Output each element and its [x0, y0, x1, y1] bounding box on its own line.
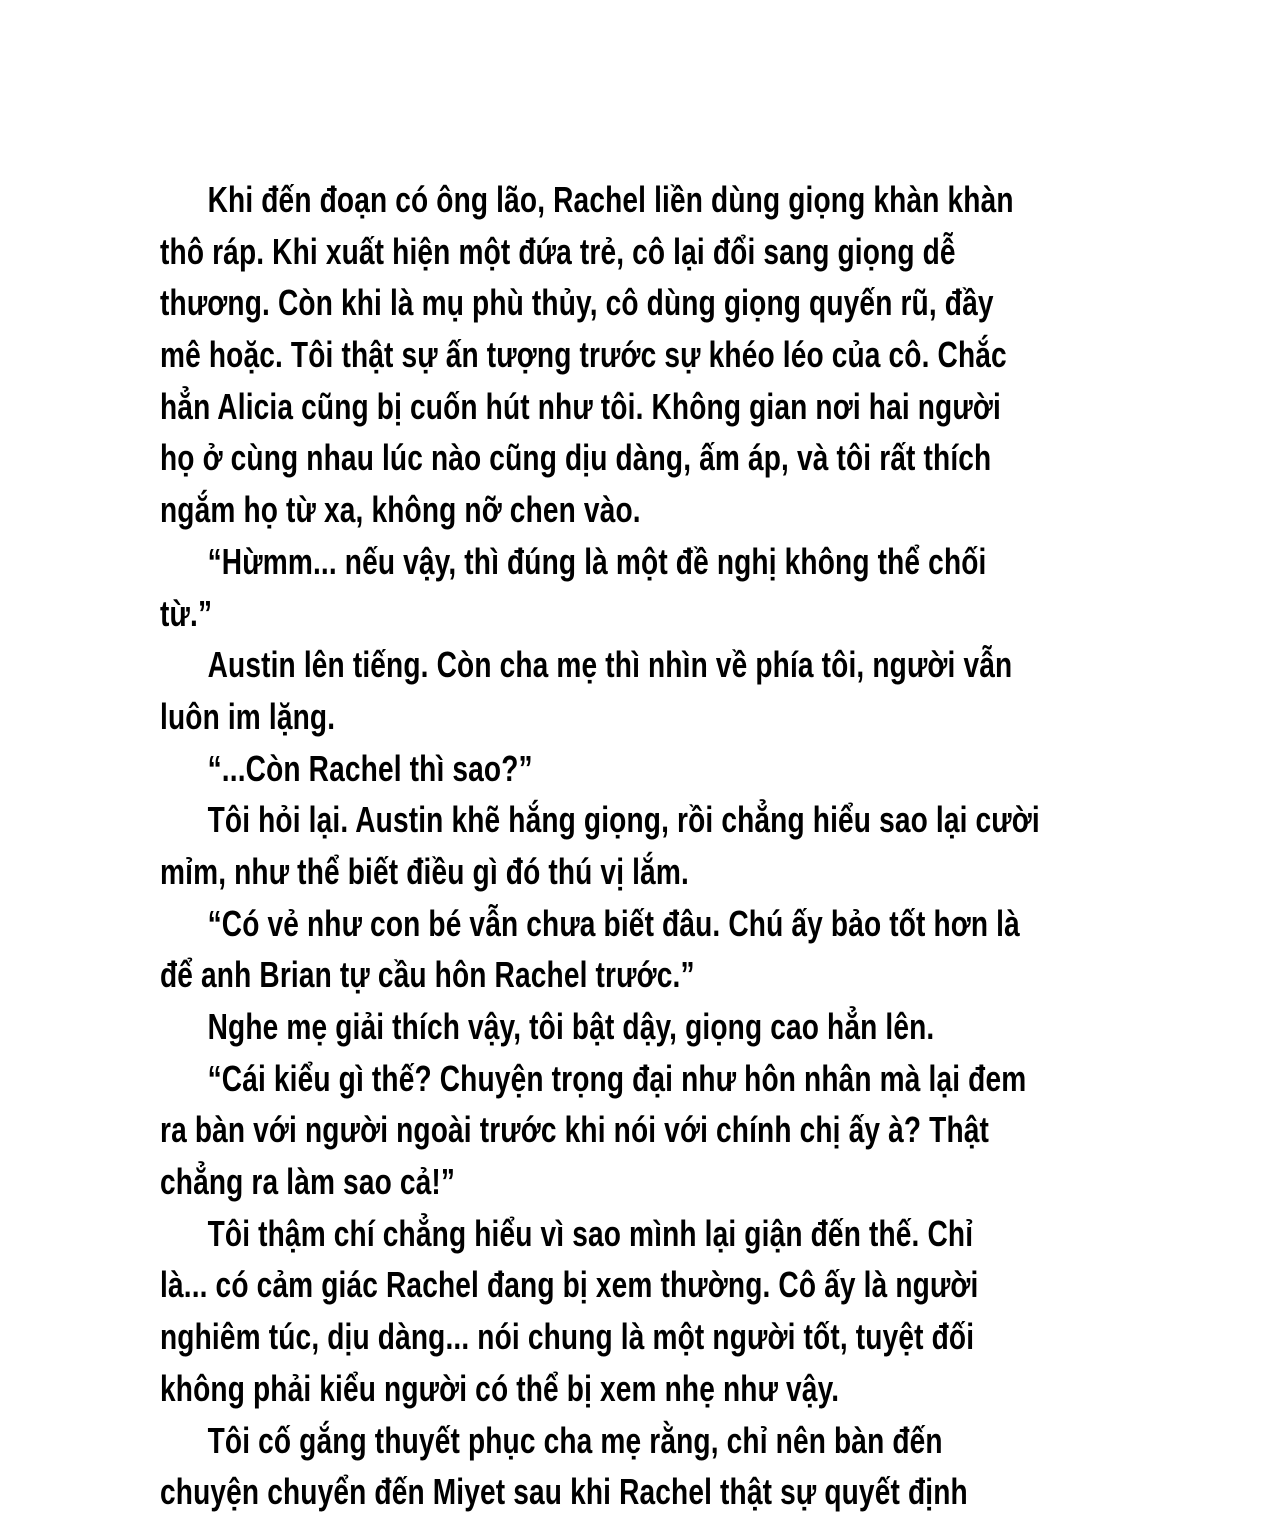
text-line: Nghe mẹ giải thích vậy, tôi bật dậy, giọng cao hẳn lên.	[207, 1006, 935, 1047]
text-line: thô ráp. Khi xuất hiện một đứa trẻ, cô lại đổi sang giọng dễ	[160, 230, 956, 272]
text-line: ngắm họ từ xa, không nỡ chen vào.	[160, 489, 641, 531]
text-line: nghiêm túc, dịu dàng... nói chung là một người tốt, tuyệt đối	[160, 1316, 975, 1358]
text-line: chẳng ra làm sao cả!”	[160, 1161, 456, 1203]
text-line: để anh Brian tự cầu hôn Rachel trước.”	[160, 954, 695, 996]
text-line: không phải kiểu người có thể bị xem nhẹ như vậy.	[160, 1367, 840, 1409]
text-line: họ ở cùng nhau lúc nào cũng dịu dàng, ấm áp, và tôi rất thích	[160, 437, 992, 479]
text-line: mỉm, như thể biết điều gì đó thú vị lắm.	[160, 850, 689, 892]
text-line: chuyện chuyển đến Miyet sau khi Rachel thật sự quyết định	[160, 1471, 968, 1513]
text-line: là... có cảm giác Rachel đang bị xem thường. Cô ấy là người	[160, 1264, 979, 1306]
text-line: “...Còn Rachel thì sao?”	[207, 747, 533, 789]
text-line: từ.”	[160, 592, 213, 634]
body-text	[160, 174, 1160, 1518]
text-line: ra bàn với người ngoài trước khi nói với chính chị ấy à? Thật	[160, 1109, 990, 1151]
text-line: hẳn Alicia cũng bị cuốn hút như tôi. Không gian nơi hai người	[160, 385, 1001, 427]
text-line: Tôi thậm chí chẳng hiểu vì sao mình lại giận đến thế. Chỉ	[207, 1212, 974, 1254]
text-line: thương. Còn khi là mụ phù thủy, cô dùng giọng quyến rũ, đầy	[160, 282, 994, 324]
text-line: mê hoặc. Tôi thật sự ấn tượng trước sự khéo léo của cô. Chắc	[160, 334, 1007, 376]
text-line: Khi đến đoạn có ông lão, Rachel liền dùng giọng khàn khàn	[207, 179, 1014, 220]
text-line: “Cái kiểu gì thế? Chuyện trọng đại như hôn nhân mà lại đem	[207, 1057, 1027, 1099]
text-line: “Hừmm... nếu vậy, thì đúng là một đề nghị không thể chối	[207, 540, 987, 582]
text-line: Tôi cố gắng thuyết phục cha mẹ rằng, chỉ nên bàn đến	[207, 1419, 943, 1461]
text-line: Austin lên tiếng. Còn cha mẹ thì nhìn về phía tôi, người vẫn	[207, 644, 1013, 686]
text-line: luôn im lặng.	[160, 695, 336, 737]
text-line: Tôi hỏi lại. Austin khẽ hắng giọng, rồi chẳng hiểu sao lại cười	[207, 799, 1040, 841]
text-line: “Có vẻ như con bé vẫn chưa biết đâu. Chú ấy bảo tốt hơn là	[207, 902, 1020, 944]
